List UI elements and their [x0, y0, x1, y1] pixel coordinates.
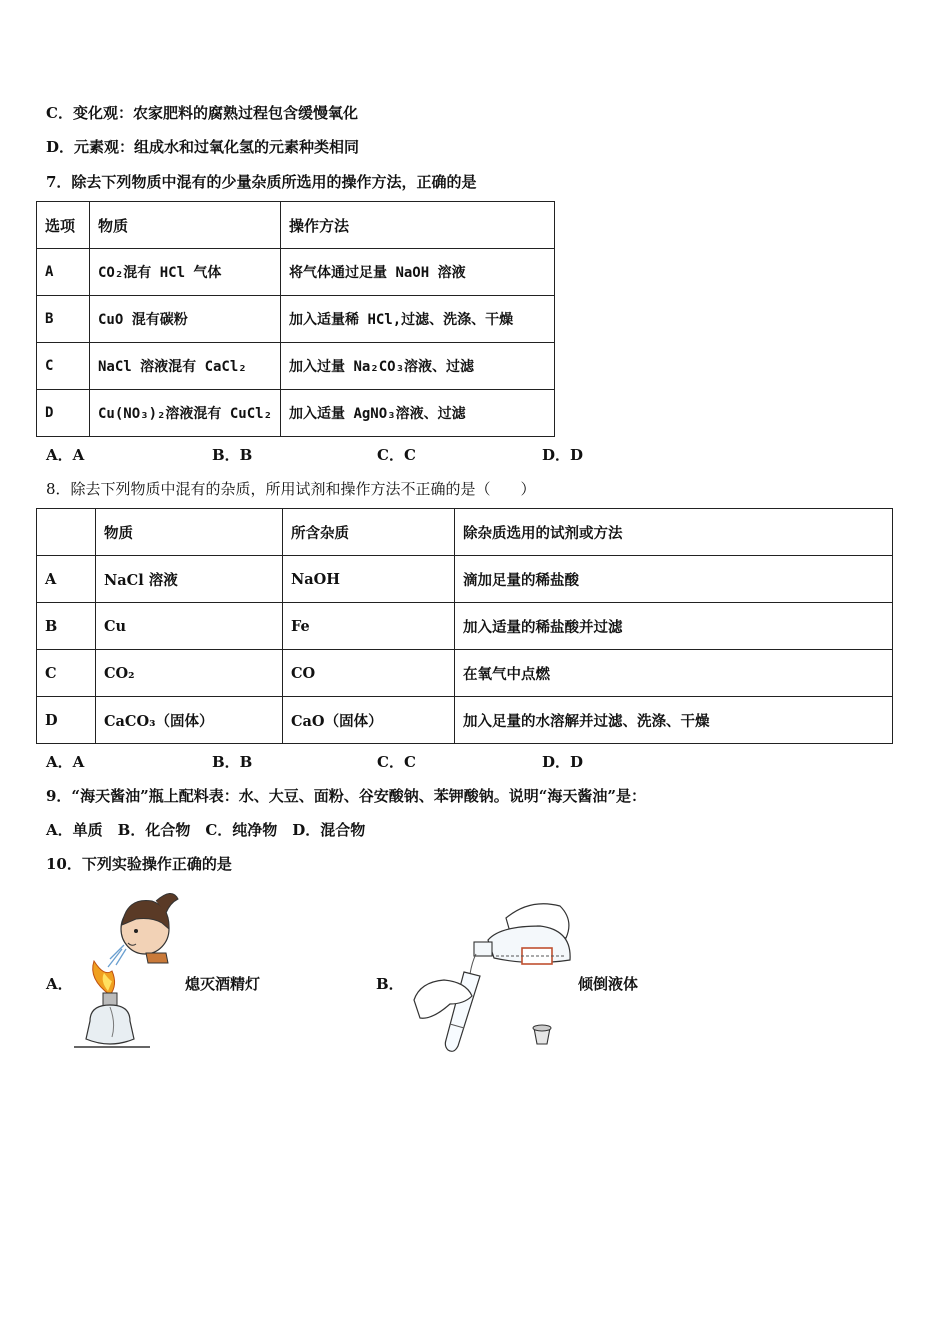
answer-a[interactable]: A．A	[46, 446, 85, 464]
header-cell: 除杂质选用的试剂或方法	[455, 509, 893, 556]
table-row	[37, 697, 893, 744]
table-cell: A	[37, 249, 90, 296]
table-cell: 加入适量的稀盐酸并过滤	[455, 603, 893, 650]
table-cell: 加入适量稀 HCl,过滤、洗涤、干燥	[281, 296, 555, 343]
question-8-table	[36, 508, 893, 744]
option-c-text: C．变化观：农家肥料的腐熟过程包含缓慢氧化	[46, 104, 358, 122]
table-cell: C	[37, 343, 90, 390]
option-a-letter[interactable]: A．	[46, 975, 73, 993]
table-header-row	[37, 202, 555, 249]
question-9: 9．“海天酱油”瓶上配料表：水、大豆、面粉、谷安酸钠、苯钾酸钠。说明“海天酱油”是：	[46, 787, 646, 805]
table-row	[37, 650, 893, 697]
table-header-row	[37, 509, 893, 556]
table-cell: NaCl 溶液	[96, 556, 283, 603]
table-cell: A	[37, 556, 96, 603]
table-cell: CuO 混有碳粉	[90, 296, 281, 343]
table-cell: C	[37, 650, 96, 697]
alcohol-lamp-illustration	[70, 887, 182, 1053]
table-cell: 加入适量 AgNO₃溶液、过滤	[281, 390, 555, 437]
table-row	[37, 296, 555, 343]
table-row	[37, 556, 893, 603]
answer-b[interactable]: B．B	[212, 753, 253, 771]
header-cell: 物质	[90, 202, 281, 249]
table-cell: D	[37, 697, 96, 744]
table-cell: B	[37, 296, 90, 343]
answer-b[interactable]: B．B	[212, 446, 253, 464]
table-cell: NaOH	[283, 556, 455, 603]
table-cell: CO	[283, 650, 455, 697]
table-cell: CaCO₃（固体）	[96, 697, 283, 744]
header-cell: 所含杂质	[283, 509, 455, 556]
table-cell: 加入过量 Na₂CO₃溶液、过滤	[281, 343, 555, 390]
table-cell: CO₂	[96, 650, 283, 697]
option-a-caption: 熄灭酒精灯	[185, 975, 261, 993]
option-b-caption: 倾倒液体	[578, 975, 639, 993]
answer-d[interactable]: D．D	[542, 753, 584, 771]
table-row	[37, 343, 555, 390]
table-cell: CaO（固体）	[283, 697, 455, 744]
table-cell: Cu	[96, 603, 283, 650]
answer-a[interactable]: A．A	[46, 753, 85, 771]
table-cell: 将气体通过足量 NaOH 溶液	[281, 249, 555, 296]
question-10: 10．下列实验操作正确的是	[46, 855, 232, 873]
option-d-text: D．元素观：组成水和过氧化氢的元素种类相同	[46, 138, 360, 156]
table-cell: Cu(NO₃)₂溶液混有 CuCl₂	[90, 390, 281, 437]
answer-d[interactable]: D．D	[542, 446, 584, 464]
answer-c[interactable]: C．C	[377, 753, 416, 771]
table-cell: CO₂混有 HCl 气体	[90, 249, 281, 296]
header-cell	[37, 509, 96, 556]
header-cell: 物质	[96, 509, 283, 556]
question-9-options: A．单质 B．化合物 C．纯净物 D．混合物	[46, 821, 366, 839]
answer-c[interactable]: C．C	[377, 446, 416, 464]
question-7: 7．除去下列物质中混有的少量杂质所选用的操作方法，正确的是	[46, 173, 477, 191]
table-cell: NaCl 溶液混有 CaCl₂	[90, 343, 281, 390]
question-7-table	[36, 201, 555, 437]
table-cell: 加入足量的水溶解并过滤、洗涤、干燥	[455, 697, 893, 744]
header-cell: 操作方法	[281, 202, 555, 249]
table-cell: Fe	[283, 603, 455, 650]
table-row	[37, 249, 555, 296]
table-row	[37, 390, 555, 437]
pouring-liquid-illustration	[410, 896, 578, 1056]
question-8: 8．除去下列物质中混有的杂质，所用试剂和操作方法不正确的是（ ）	[46, 480, 536, 498]
table-cell: 在氧气中点燃	[455, 650, 893, 697]
option-b-letter[interactable]: B．	[376, 975, 404, 993]
table-cell: D	[37, 390, 90, 437]
header-cell: 选项	[37, 202, 90, 249]
table-row	[37, 603, 893, 650]
table-cell: 滴加足量的稀盐酸	[455, 556, 893, 603]
table-cell: B	[37, 603, 96, 650]
